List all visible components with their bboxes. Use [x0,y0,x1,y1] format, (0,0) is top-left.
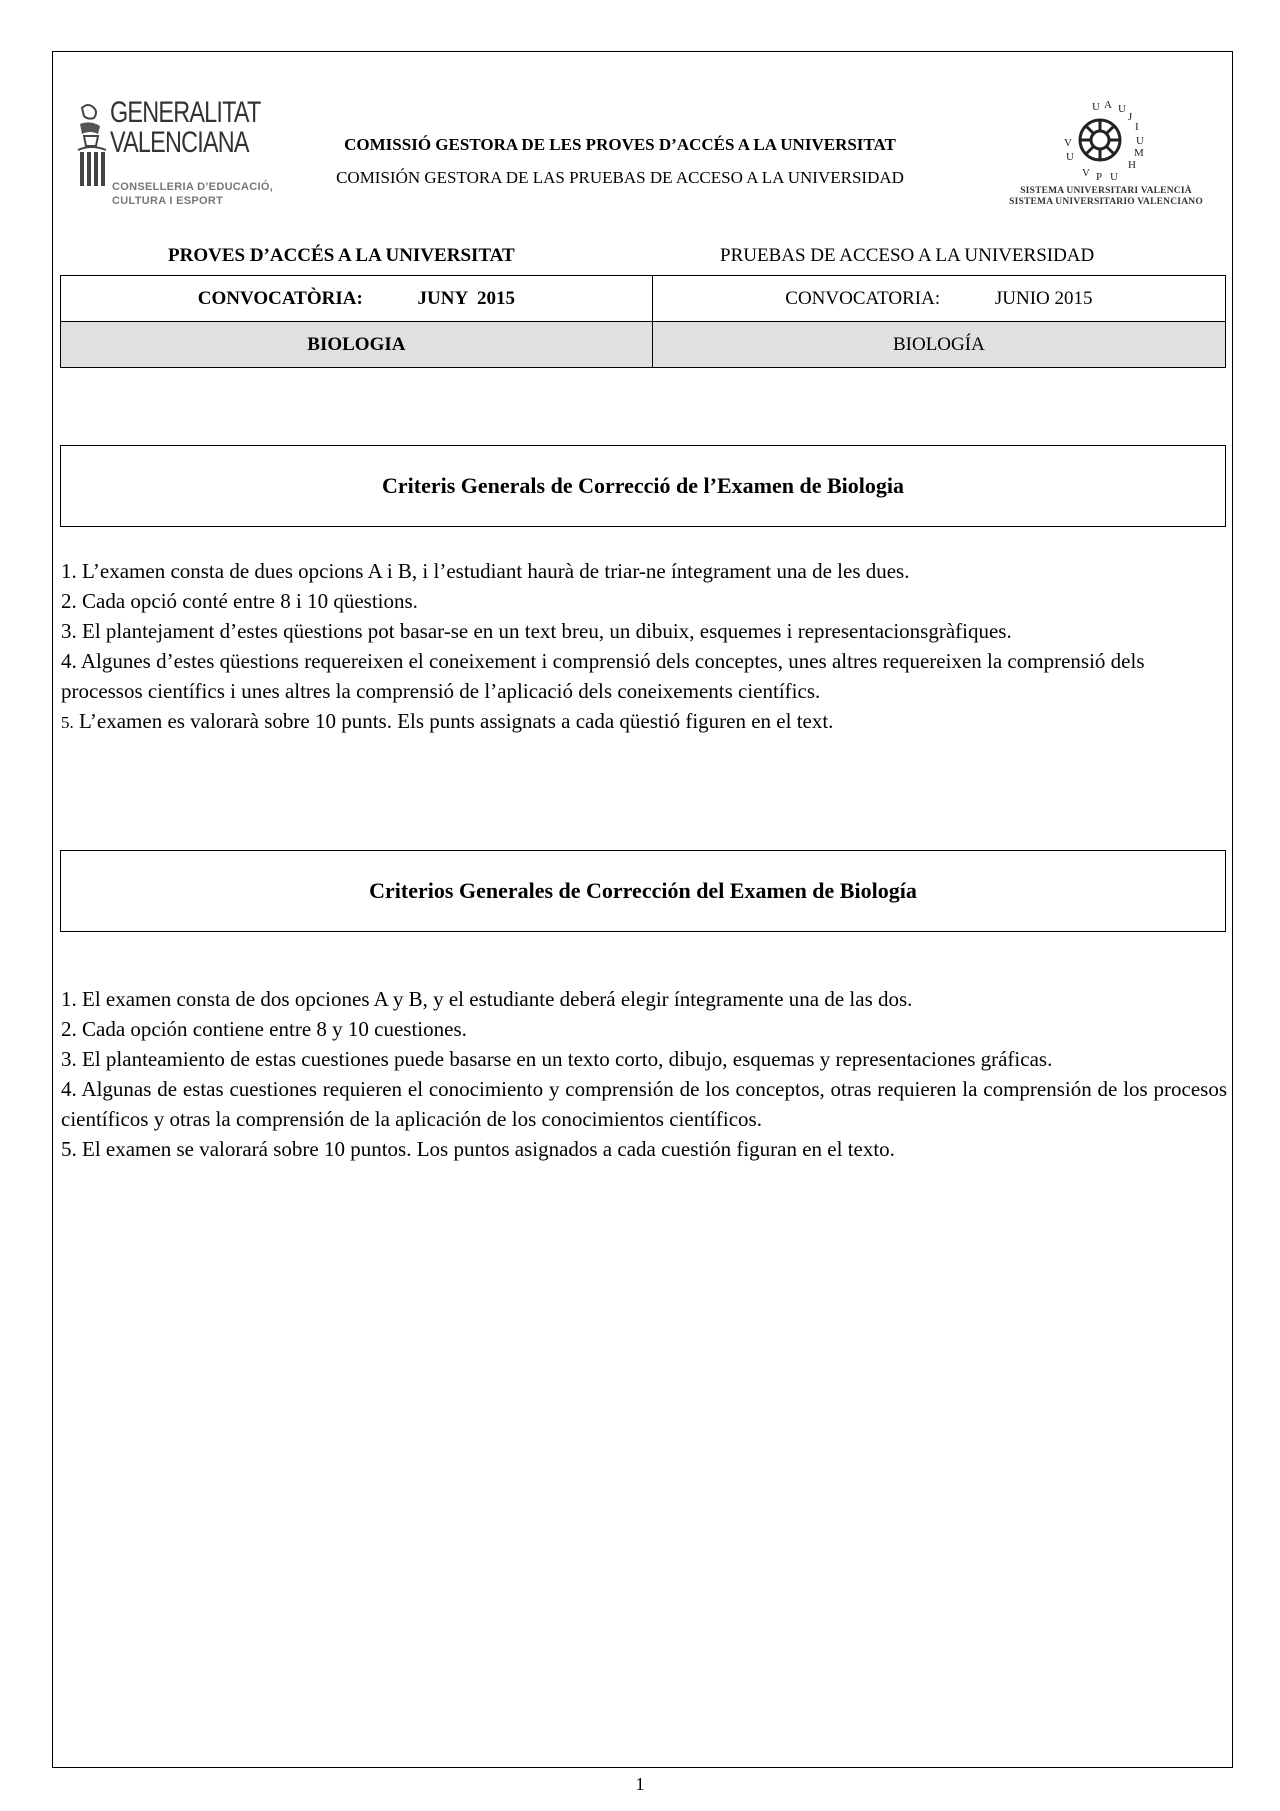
exam-title-va: PROVES D’ACCÉS A LA UNIVERSITAT [168,245,515,266]
list-item: 1. L’examen consta de dues opcions A i B, i l’estudiant haurà de triar-ne íntegrament una de les dues. [61,559,910,583]
generalitat-valenciana-wordmark [110,98,260,158]
list-item: 1. El examen consta de dos opciones A y B, y el estudiante deberá elegir íntegramente una de las dos. [61,987,913,1011]
criteria-heading-es: Criterios Generales de Corrección del Examen de Biología [60,850,1226,932]
list-item: 4. Algunes d’estes qüestions requereixen el coneixement i comprensió dels conceptes, unes altres requereixen la comprensió dels processos científics i unes altres la comprensió de l’aplicació dels coneixements científics. [61,649,1145,703]
list-item: 2. Cada opción contiene entre 8 y 10 cuestiones. [61,1017,467,1041]
svg-text:H: H [1128,159,1136,171]
sistema-universitari-logo [986,98,1226,216]
gv-name-line1: GENERALITAT [110,96,261,129]
svg-text:A: A [1104,99,1112,111]
convocation-cell-es [652,276,1225,322]
generalitat-valenciana-logo [76,96,274,214]
svg-text:J: J [1128,111,1133,123]
svg-text:V: V [1064,137,1072,149]
subject-row [61,322,1226,368]
list-item: 5. El examen se valorará sobre 10 puntos. Los puntos asignados a cada cuestión figuran en el texto. [61,1137,895,1161]
list-item [61,706,1227,738]
svg-text:P: P [1096,171,1103,183]
convocation-label-es: CONVOCATORIA: [785,287,941,309]
svg-text:U: U [1136,135,1144,147]
commission-title-es: COMISIÓN GESTORA DE LAS PRUEBAS DE ACCESO A LA UNIVERSIDAD [336,168,904,187]
commission-title-va: COMISSIÓ GESTORA DE LES PROVES D’ACCÉS A LA UNIVERSITAT [344,135,896,154]
svg-text:V: V [1082,167,1090,179]
convocation-value-va: JUNY 2015 [417,287,515,309]
gv-sub-line1: CONSELLERIA D’EDUCACIÓ, [112,181,274,193]
convocation-label-va: CONVOCATÒRIA: [197,287,363,309]
list-item: 4. Algunas de estas cuestiones requieren el conocimiento y comprensión de los conceptos, otras requieren la comprensión de los procesos científicos y otras la comprensión de la aplicación de los conocimientos científicos. [61,1077,1227,1131]
subject-cell-es: BIOLOGÍA [652,322,1225,368]
criteria-list-es [61,984,1227,1164]
item5-text-va: L’examen es valorarà sobre 10 punts. Els punts assignats a cada qüestió figuren en el text. [79,709,834,733]
university-seal-icon [1040,98,1160,184]
svg-text:U: U [1092,101,1100,113]
criteria-heading-va: Criteris Generals de Correcció de l’Examen de Biologia [60,445,1226,527]
svg-text:U: U [1110,171,1118,183]
svg-text:U: U [1066,151,1074,163]
list-item: 3. El plantejament d’estes qüestions pot basar-se en un text breu, un dibuix, esquemes i representacionsgràfiques. [61,619,1012,643]
coat-of-arms-icon [76,102,106,194]
svg-text:U: U [1118,103,1126,115]
convocation-row [61,276,1226,322]
criteria-list-va [61,556,1227,738]
list-item: 2. Cada opció conté entre 8 i 10 qüestions. [61,589,418,613]
sistema-universitari-label [986,186,1226,208]
subject-cell-va: BIOLOGIA [61,322,653,368]
exam-title-es: PRUEBAS DE ACCESO A LA UNIVERSIDAD [720,245,1095,266]
svg-text:I: I [1135,121,1139,133]
list-item: 3. El planteamiento de estas cuestiones puede basarse en un texto corto, dibujo, esquemas y representaciones gráficas. [61,1047,1053,1071]
item5-number-va: 5. [61,713,74,732]
convocation-cell-va [61,276,653,322]
page-number: 1 [635,1774,645,1794]
convocation-value-es: JUNIO 2015 [994,287,1093,309]
su-line1: SISTEMA UNIVERSITARI VALENCIÀ [1020,186,1192,196]
gv-sub-line2: CULTURA I ESPORT [112,195,224,207]
conselleria-label [112,180,273,208]
commission-titles [260,134,980,189]
svg-text:M: M [1134,147,1144,159]
exam-info-table [60,275,1226,368]
gv-name-line2: VALENCIANA [110,126,249,159]
su-line2: SISTEMA UNIVERSITARIO VALENCIANO [1009,197,1203,207]
